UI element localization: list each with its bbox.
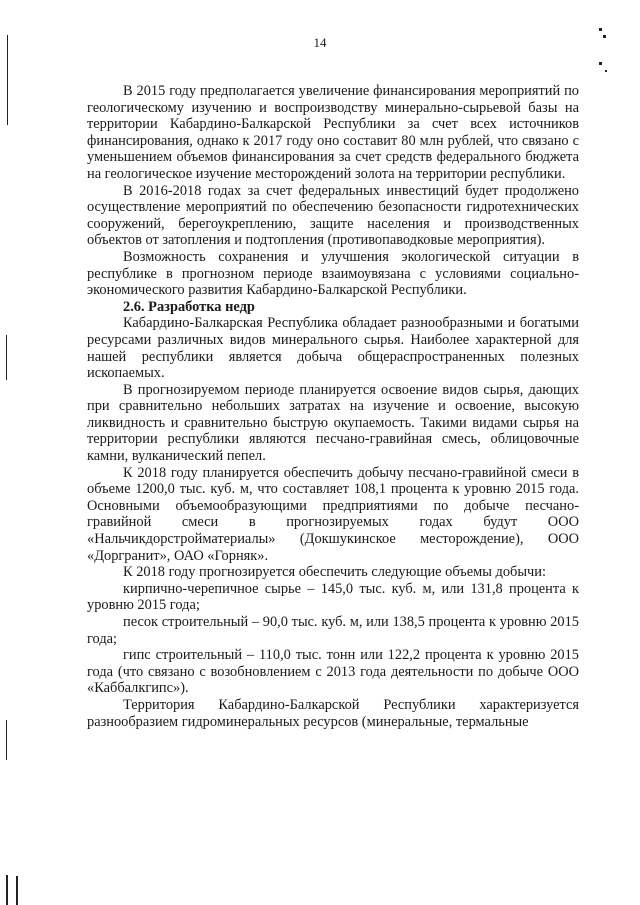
list-item: кирпично-черепичное сырье – 145,0 тыс. куб. м, или 131,8 процента к уровню 2015 года; xyxy=(87,580,579,614)
page-number: 14 xyxy=(313,35,327,50)
scan-mark xyxy=(7,35,8,125)
scan-mark xyxy=(6,335,7,380)
scan-mark xyxy=(603,35,606,38)
list-item: гипс строительный – 110,0 тыс. тонн или 122,2 процента к уровню 2015 года (что связано с возобновлением с 2013 года деятельности по добыче ООО «Каббалкгипс»). xyxy=(87,647,579,697)
scan-mark xyxy=(6,875,8,905)
paragraph: В 2015 году предполагается увеличение финансирования мероприятий по геологическому изучению и воспроизводству минерально-сырьевой базы на территории Кабардино-Балкарской Республики за счет всех источников финансирования, однако к 2017 году оно составит 80 млн рублей, что связано с уменьшением объемов финансирования за счет средств федерального бюджета на геологическое изучение месторождений золота на территории республики. xyxy=(87,83,579,182)
scan-mark xyxy=(599,62,602,65)
paragraph: К 2018 году прогнозируется обеспечить следующие объемы добычи: xyxy=(123,564,546,581)
scan-mark xyxy=(599,28,602,31)
list-item: песок строительный – 90,0 тыс. куб. м, или 138,5 процента к уровню 2015 года; xyxy=(87,614,579,647)
paragraph: В 2016-2018 годах за счет федеральных инвестиций будет продолжено осуществление мероприятий по обеспечению безопасности гидротехнических сооружений, берегоукреплению, защите населения и производственных объектов от затопления и подтопления (противопаводковые мероприятия). xyxy=(87,182,579,249)
paragraph: К 2018 году планируется обеспечить добычу песчано-гравийной смеси в объеме 1200,0 тыс. куб. м, что составляет 108,1 процента к уровню 2015 года. Основными объемообразующими предприятиями по добыче песчано-гравийной смеси в прогнозируемых годах будут ООО «Нальчикдорстройматериалы» (Докшукинское месторождение), ООО «Доргранит», ОАО «Горняк». xyxy=(87,464,579,564)
scan-mark xyxy=(605,70,607,72)
document-body xyxy=(87,83,579,730)
paragraph: Возможность сохранения и улучшения экологической ситуации в республике в прогнозном периоде взаимоувязана с условиями социально-экономического развития Кабардино-Балкарской Республики. xyxy=(87,248,579,299)
paragraph: Территория Кабардино-Балкарской Республики характеризуется разнообразием гидроминеральных ресурсов (минеральные, термальные xyxy=(87,696,579,730)
scan-mark xyxy=(6,720,7,760)
paragraph: Кабардино-Балкарская Республика обладает разнообразными и богатыми ресурсами различных видов минерального сырья. Наиболее характерной для нашей республики является добыча общераспространенных полезных ископаемых. xyxy=(87,315,579,382)
section-heading: 2.6. Разработка недр xyxy=(123,298,255,315)
scan-mark xyxy=(16,876,18,905)
paragraph: В прогнозируемом периоде планируется освоение видов сырья, дающих при сравнительно небольших затратах на изучение и освоение, высокую ликвидность и сравнительно быструю окупаемость. Такими видами сырья на территории республики являются песчано-гравийная смесь, облицовочные камни, вулканический пепел. xyxy=(87,381,579,465)
